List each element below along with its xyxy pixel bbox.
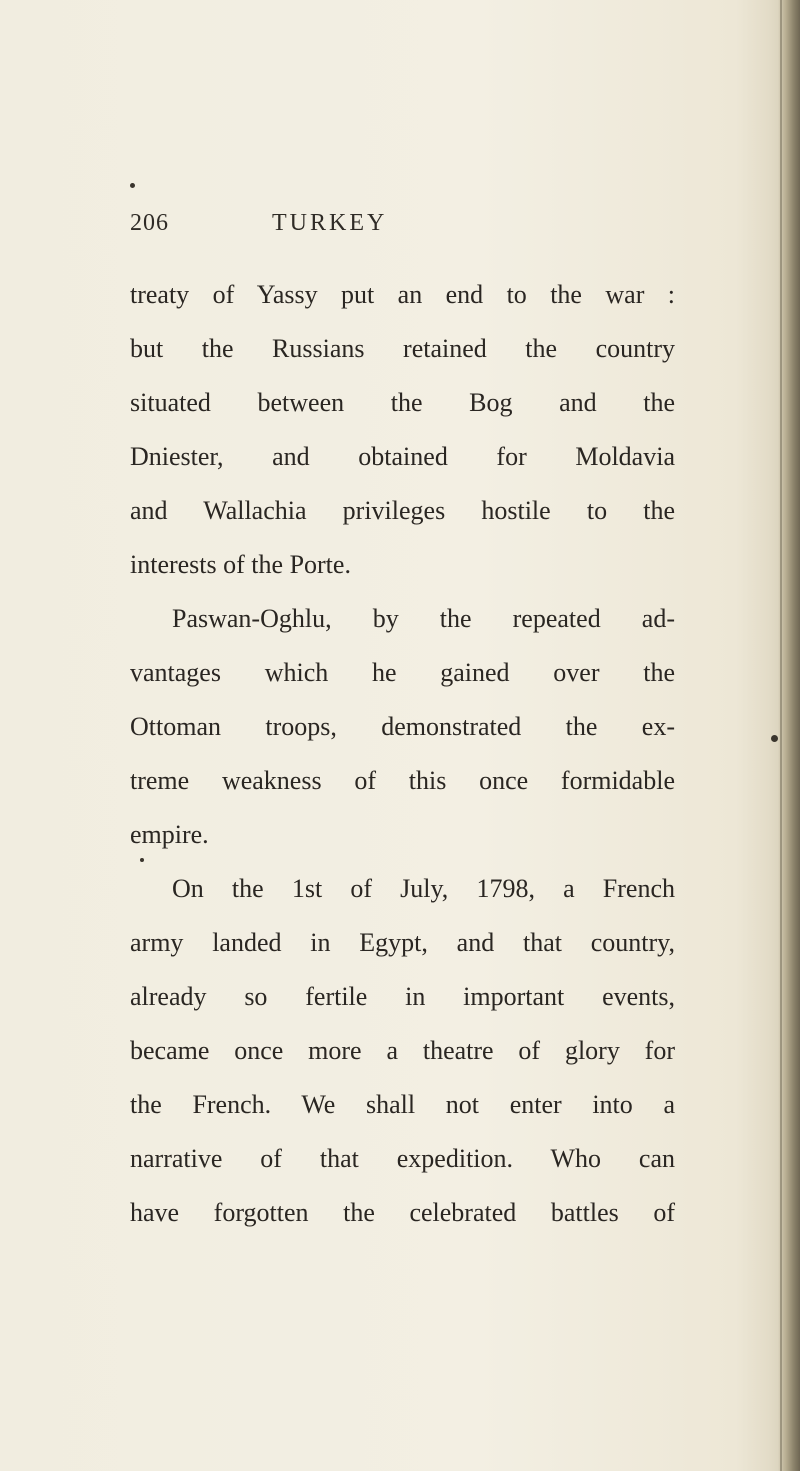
page-number: 206 [130,210,169,236]
text-line: treaty of Yassy put an end to the war : [130,280,675,309]
text-line: interests of the Porte. [130,550,351,579]
text-line: empire. [130,820,209,849]
text-line: the French. We shall not enter into a [130,1090,675,1119]
text-line: and Wallachia privileges hostile to the [130,496,675,525]
text-line: Paswan-Oghlu, by the repeated ad- [172,604,675,633]
text-line: vantages which he gained over the [130,658,675,687]
text-line: situated between the Bog and the [130,388,675,417]
binding-line [780,0,782,1471]
ink-speck [130,183,135,188]
running-head: TURKEY [272,210,388,236]
text-line: Ottoman troops, demonstrated the ex- [130,712,675,741]
text-line: narrative of that expedition. Who can [130,1144,675,1173]
text-line: already so fertile in important events, [130,982,675,1011]
ink-speck [771,735,778,742]
text-line: have forgotten the celebrated battles of [130,1198,675,1227]
ink-speck [140,858,144,862]
body-text [130,268,675,1240]
text-line: Dniester, and obtained for Moldavia [130,442,675,471]
page-header [130,210,630,250]
text-line: became once more a theatre of glory for [130,1036,675,1065]
text-line: On the 1st of July, 1798, a French [172,874,675,903]
text-line: army landed in Egypt, and that country, [130,928,675,957]
text-line: but the Russians retained the country [130,334,675,363]
text-line: treme weakness of this once formidable [130,766,675,795]
